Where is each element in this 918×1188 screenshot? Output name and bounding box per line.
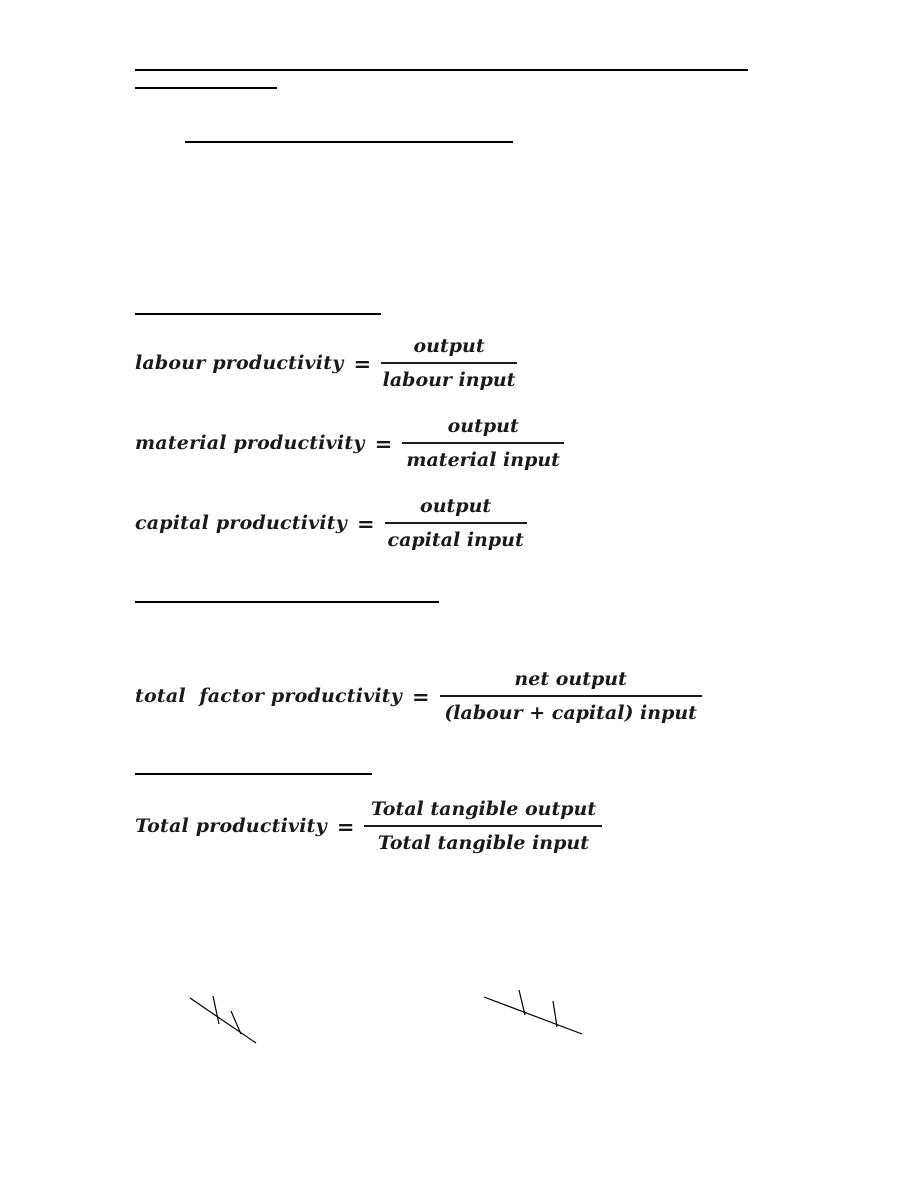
denominator: capital input — [387, 529, 524, 551]
numerator: Total tangible output — [370, 798, 597, 820]
numerator: output — [413, 335, 485, 357]
equals-sign: = — [353, 350, 372, 376]
equals-sign: = — [412, 683, 430, 709]
pen-mark-left — [190, 996, 256, 1043]
denominator: material input — [406, 449, 560, 471]
numerator: output — [420, 495, 492, 517]
equals-sign: = — [357, 510, 375, 536]
pen-stroke — [484, 997, 582, 1034]
pen-stroke — [231, 1011, 241, 1034]
pen-mark-right — [484, 990, 582, 1034]
equals-sign: = — [336, 813, 355, 839]
numerator: net output — [514, 668, 627, 690]
formula-lhs: labour productivity — [135, 352, 344, 374]
pen-stroke — [190, 998, 256, 1043]
formula-lhs: capital productivity — [135, 512, 348, 534]
pen-stroke — [213, 996, 219, 1024]
denominator: Total tangible input — [377, 832, 589, 854]
formula-lhs: total factor productivity — [135, 685, 403, 707]
equals-sign: = — [374, 430, 393, 456]
denominator: labour input — [382, 369, 516, 391]
formula-lhs: material productivity — [135, 432, 365, 454]
numerator: output — [447, 415, 519, 437]
denominator: (labour + capital) input — [444, 702, 697, 724]
formula-lhs: Total productivity — [135, 815, 327, 837]
